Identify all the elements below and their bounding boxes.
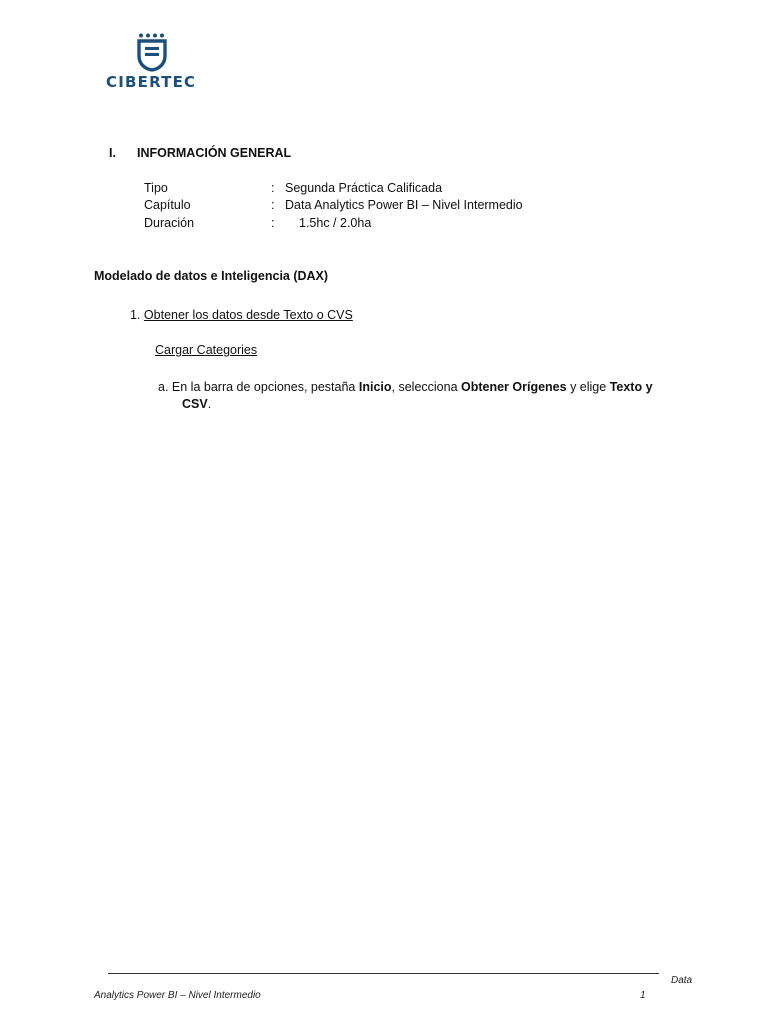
step-a-bold-texto: Texto y [609,380,653,394]
step-1-text: Obtener los datos desde Texto o CVS [143,308,353,322]
content-heading: Modelado de datos e Inteligencia (DAX) [94,269,329,283]
info-label-capitulo: Capítulo [144,198,191,212]
section-number: I. [109,146,116,160]
step-a-line-2 [182,396,211,412]
info-colon-duracion: : [271,216,275,230]
footer-course-text: Analytics Power BI – Nivel Intermedio [94,990,261,1001]
step-1 [130,307,353,323]
section-title: INFORMACIÓN GENERAL [137,146,292,160]
info-label-duracion: Duración [144,216,195,230]
info-colon-tipo: : [271,181,275,195]
info-value-tipo: Segunda Práctica Calificada [285,181,443,195]
step-a-text-1: En la barra de opciones, pestaña [171,380,359,394]
step-a-line-1 [158,379,678,395]
step-a-text-3: y elige [566,380,610,394]
step-a-bold-inicio: Inicio [358,380,392,394]
info-value-duracion: 1.5hc / 2.0ha [299,216,372,230]
step-a-marker: a. [158,380,169,394]
footer-page-number: 1 [640,990,646,1001]
step-a-bold-csv: CSV [182,397,208,411]
step-a [158,379,678,411]
info-label-tipo: Tipo [144,181,168,195]
step-a-bold-obtener: Obtener Orígenes [461,380,567,394]
step-1-number: 1. [130,308,141,322]
info-value-capitulo: Data Analytics Power BI – Nivel Intermedio [285,198,523,212]
cibertec-logo [104,30,200,94]
footer-data-text: Data [671,975,693,986]
shield-logo-icon [136,32,168,72]
logo-text: CIBERTEC [106,73,197,91]
footer-divider [108,973,659,974]
info-colon-capitulo: : [271,198,275,212]
step-a-text-2: , selecciona [391,380,461,394]
subheading-cargar: Cargar Categories [155,343,258,357]
step-a-period: . [207,397,212,411]
